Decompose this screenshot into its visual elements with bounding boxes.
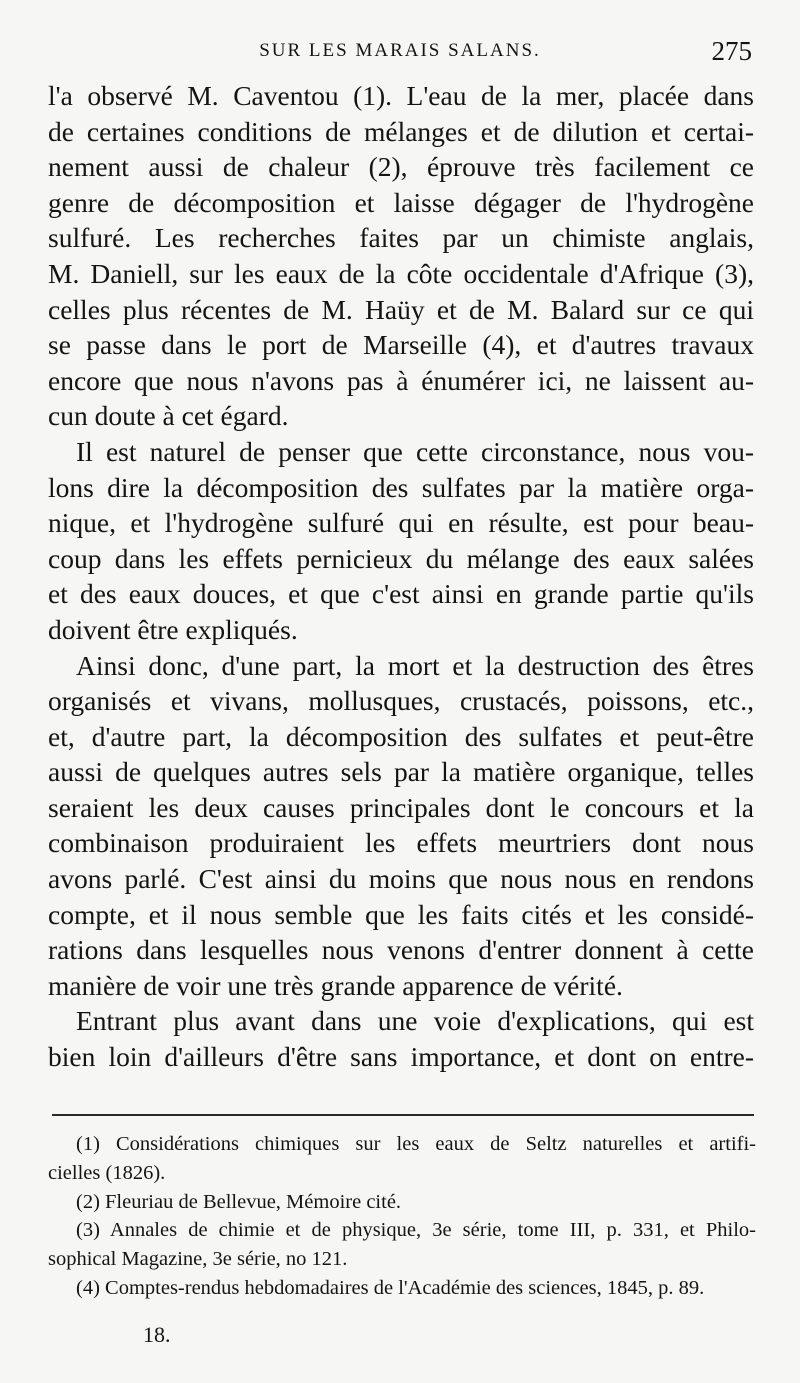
footnote-rule [52,1114,754,1116]
signature-mark: 18. [143,1322,171,1347]
body-line: de certaines conditions de mélanges et de dilution et certai- [48,115,754,147]
body-line: combinaison produiraient les effets meurtriers dont nous [48,827,754,859]
footnote-1-continued: cielles (1826). [48,1161,166,1184]
page-number: 275 [711,36,752,66]
footnote-4: (4) Comptes-rendus hebdomadaires de l'Académie des sciences, 1845, p. 89. [76,1276,705,1299]
body-line: doivent être expliqués. [48,613,298,645]
body-line: seraient les deux causes principales dont le concours et la [48,791,754,823]
paragraph-start-line: Ainsi donc, d'une part, la mort et la destruction des êtres [76,649,754,681]
paragraph-start-line: Il est naturel de penser que cette circonstance, nous vou- [76,435,754,467]
body-line: sulfuré. Les recherches faites par un chimiste anglais, [48,222,754,254]
body-line: compte, et il nous semble que les faits cités et les considé- [48,898,754,930]
footnote-1: (1) Considérations chimiques sur les eaux de Seltz naturelles et artifi- [76,1133,756,1155]
body-line: et des eaux douces, et que c'est ainsi en grande partie qu'ils [48,578,754,610]
body-line: et, d'autre part, la décomposition des sulfates et peut-être [48,720,754,752]
body-line: se passe dans le port de Marseille (4), et d'autres travaux [48,329,754,361]
body-line: M. Daniell, sur les eaux de la côte occidentale d'Afrique (3), [48,257,754,289]
footnotes [48,1130,756,1303]
paragraph-start-line: Entrant plus avant dans une voie d'explications, qui est [76,1005,754,1037]
running-head [48,36,752,70]
running-title: SUR LES MARAIS SALANS. [259,40,541,61]
footnote-3: (3) Annales de chimie et de physique, 3e série, tome III, p. 331, et Philo- [76,1219,756,1242]
body-line: lons dire la décomposition des sulfates par la matière orga- [48,471,754,503]
body-line: encore que nous n'avons pas à énumérer ici, ne laissent au- [48,364,754,396]
body-line: bien loin d'ailleurs d'être sans importance, et dont on entre- [48,1041,754,1073]
body-line: rations dans lesquelles nous venons d'entrer donnent à cette [48,934,754,966]
body-line: l'a observé M. Caventou (1). L'eau de la mer, placée dans [48,80,754,111]
body-line: nique, et l'hydrogène sulfuré qui en résulte, est pour beau- [48,507,754,539]
body-line: manière de voir une très grande apparence de vérité. [48,969,623,1001]
body-line: celles plus récentes de M. Haüy et de M. Balard sur ce qui [48,293,754,325]
body-line: coup dans les effets pernicieux du mélange des eaux salées [48,542,754,574]
footnote-2: (2) Fleuriau de Bellevue, Mémoire cité. [76,1190,402,1213]
footnote-3-continued: sophical Magazine, 3e série, no 121. [48,1248,348,1271]
body-line: genre de décomposition et laisse dégager de l'hydrogène [48,186,754,218]
body-line: aussi de quelques autres sels par la matière organique, telles [48,756,754,788]
body-line: nement aussi de chaleur (2), éprouve très facilement ce [48,151,754,183]
body-line: organisés et vivans, mollusques, crustacés, poissons, etc., [48,685,754,717]
body-line: cun doute à cet égard. [48,400,289,432]
body-text [48,78,754,1075]
body-line: avons parlé. C'est ainsi du moins que nous nous en rendons [48,863,754,895]
